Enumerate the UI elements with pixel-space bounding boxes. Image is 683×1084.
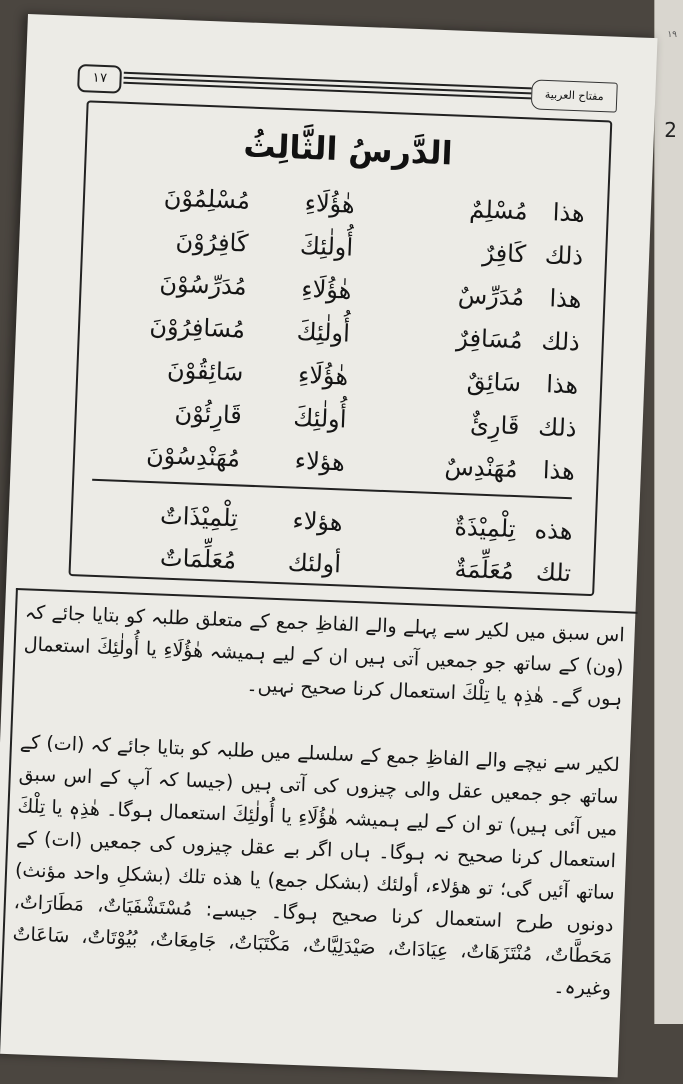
plural-noun: مُدَرِّسُوْنَ (159, 269, 248, 301)
lesson-title: الدَّرسُ الثَّالِثُ (242, 126, 454, 173)
demonstrative-plural: هٰؤُلَاءِ (304, 188, 356, 219)
demonstrative-singular: ذلك (537, 412, 578, 443)
demonstrative-plural: هٰؤُلَاءِ (297, 360, 349, 391)
singular-noun: تِلْمِيْذَةٌ (453, 512, 516, 544)
singular-noun: كَافِرٌ (481, 238, 527, 269)
singular-noun: مُعَلِّمَةٌ (454, 554, 515, 586)
plural-noun: مُسْلِمُوْنَ (163, 183, 251, 215)
demonstrative-singular: هذا (542, 456, 576, 486)
demonstrative-plural: أُولٰئِكَ (299, 231, 354, 262)
plural-noun: كَافِرُوْنَ (175, 226, 249, 258)
lesson-box (68, 100, 612, 596)
teacher-notes-box (0, 588, 637, 1084)
plural-noun: مُعَلِّمَاتٌ (159, 543, 237, 575)
demonstrative-singular: هذا (549, 284, 582, 314)
book-page (0, 14, 658, 1077)
note-paragraph-1: اس سبق میں لکیر سے پہلے والے الفاظِ جمع کے متعلق طلبہ کو بتایا جائے کہ (ون) کے ساتھ جو جمعیں آتی ہیں ان کے لیے ہمیشہ هٰؤُلَاءِ یا أُولٰئِكَ استعمال ہوں گے۔ هٰذِهٖ یا تِلْكَ استعمال کرنا صحیح نہیں۔ (23, 601, 626, 711)
demonstrative-plural: هٰؤُلَاءِ (300, 274, 352, 305)
demonstrative-singular: ذلك (541, 326, 581, 357)
plural-noun: سَائِقُوْنَ (166, 355, 244, 387)
demonstrative-plural: أولئك (287, 548, 342, 579)
demonstrative-singular: ذلك (544, 241, 584, 271)
singular-noun: قَارِئٌ (469, 410, 520, 441)
plural-noun: تِلْمِيْذَاتٌ (159, 501, 239, 533)
singular-noun: سَائِقٌ (466, 367, 522, 398)
demonstrative-plural: هؤلاء (292, 506, 344, 537)
facing-page-number: ۱۹ (667, 30, 677, 40)
singular-noun: مُسْلِمٌ (468, 195, 529, 226)
plural-noun: مُهَنْدِسُوْنَ (145, 440, 241, 473)
page-number: ۱۷ (77, 64, 122, 94)
demonstrative-plural: هؤلاء (294, 446, 346, 477)
facing-page-edge (654, 0, 683, 1024)
note-paragraph-2: لکیر سے نیچے والے الفاظِ جمع کے سلسلے میں طلبہ کو بتایا جائے کہ (ات) کے ساتھ جو جمعیں عقل والی چیزوں کی آتی ہیں (جیسا کہ آپ کے اس سبق میں آئی ہیں) تو ان کے لیے ہمیشہ هٰؤُلَاءِ یا أُولٰئِكَ استعمال ہوگا۔ هٰذِهٖ یا تِلْكَ استعمال کرنا صحیح نہ ہوگا۔ ہاں اگر بے عقل چیزوں کی جمعیں (ات) کے ساتھ آئیں گی؛ تو هؤلاء، أولئك (بشکل جمع) یا هذه تلك (بشکلِ واحد مؤنث) دونوں طرح استعمال کرنا صحیح ہوگا۔ جیسے: مُسْتَشْفَيَاتٌ، مَطَارَاتٌ، مَحَطَّاتٌ، مُنْتَزَهَاتٌ، عِيَادَاتٌ، صَيْدَلِيَّاتٌ، مَكْتَبَاتٌ، جَامِعَاتٌ، بُيُوْتَاتٌ، سَاعَاتٌ وغیرہ۔ (12, 731, 621, 1001)
margin-mark: 2 (664, 118, 677, 142)
singular-noun: مُهَنْدِسٌ (444, 452, 519, 484)
demonstrative-singular: تلك (535, 557, 572, 588)
demonstrative-singular: هذه (534, 515, 574, 546)
demonstrative-plural: أُولٰئِكَ (296, 317, 351, 348)
singular-noun: مُدَرِّسٌ (457, 280, 525, 312)
demonstrative-plural: أُولٰئِكَ (292, 403, 348, 434)
demonstrative-singular: هذا (545, 370, 579, 400)
plural-noun: قَارِئُوْنَ (174, 398, 243, 430)
book-title-badge: مفتاح العربیة (531, 79, 618, 112)
demonstrative-singular: هذا (552, 198, 586, 228)
plural-noun: مُسَافِرُوْنَ (149, 311, 246, 344)
singular-noun: مُسَافِرٌ (455, 323, 524, 355)
